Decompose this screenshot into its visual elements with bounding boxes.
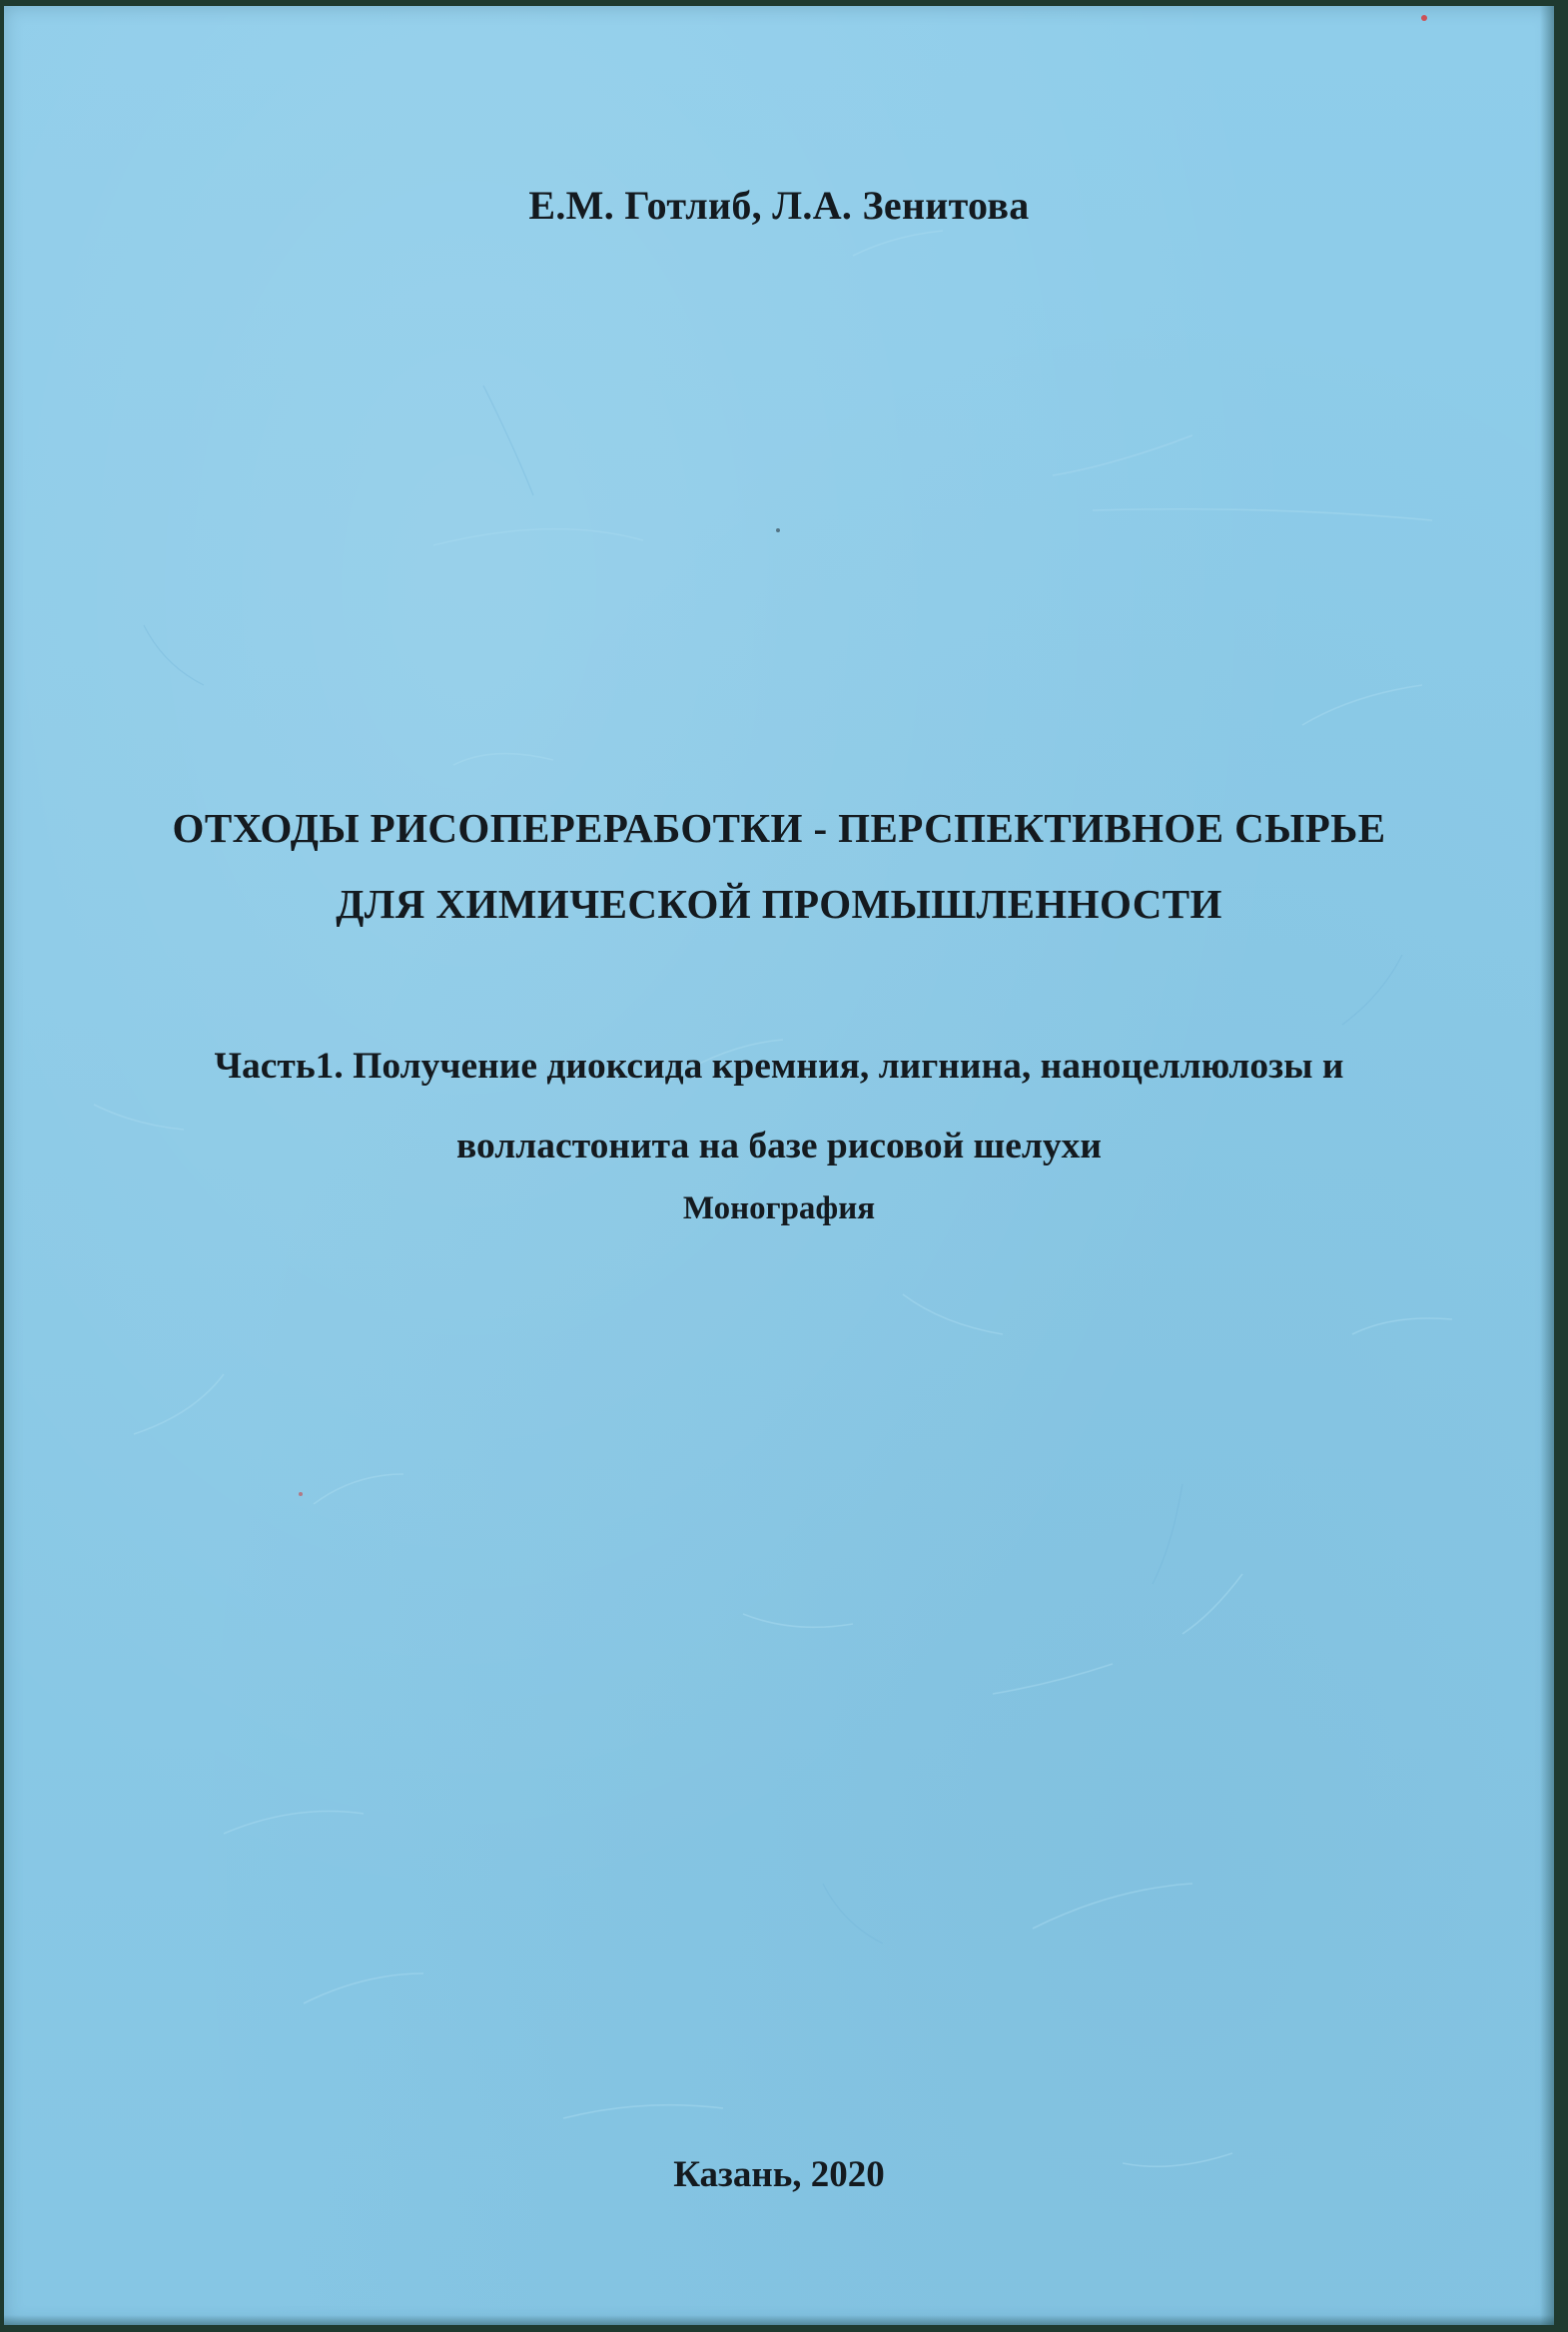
genre-label: Монография bbox=[682, 1190, 876, 1226]
place-and-year: Казань, 2020 bbox=[673, 2154, 885, 2195]
cover-edge-shadow bbox=[4, 2315, 1554, 2325]
title-line: ОТХОДЫ РИСОПЕРЕРАБОТКИ - ПЕРСПЕКТИВНОЕ СЫРЬЕ bbox=[172, 805, 1386, 851]
subtitle-line: волластонита на базе рисовой шелухи bbox=[455, 1126, 1103, 1166]
book-cover bbox=[4, 6, 1554, 2325]
authors: Е.М. Готлиб, Л.А. Зенитова bbox=[528, 183, 1030, 228]
book-subtitle bbox=[4, 1027, 1554, 1186]
title-line: ДЛЯ ХИМИЧЕСКОЙ ПРОМЫШЛЕННОСТИ bbox=[336, 881, 1222, 927]
subtitle-line: Часть1. Получение диоксида кремния, лигнина, наноцеллюлозы и bbox=[214, 1046, 1344, 1087]
cover-edge-shadow bbox=[1540, 6, 1554, 2325]
book-title bbox=[4, 790, 1554, 942]
